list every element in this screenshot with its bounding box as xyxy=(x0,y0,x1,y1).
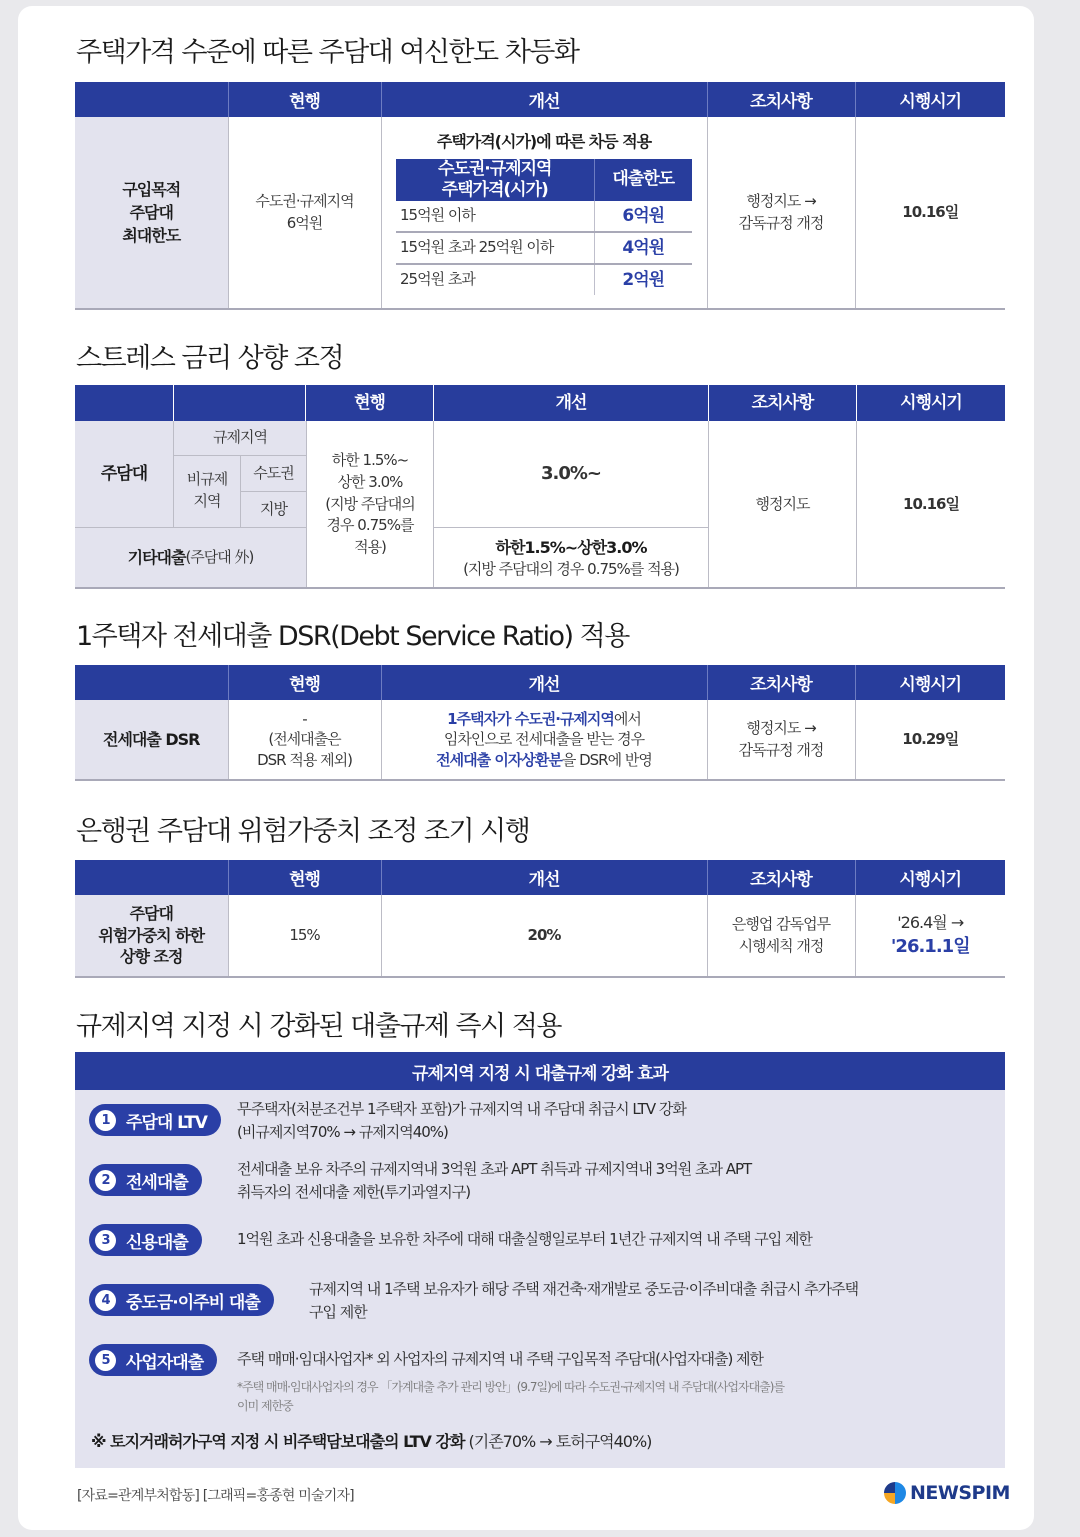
section4-table xyxy=(75,860,1005,978)
section2-title: 스트레스 금리 상향 조정 xyxy=(76,343,344,374)
item-label: 주담대 LTV xyxy=(126,1112,207,1133)
grid-line xyxy=(173,455,306,456)
s5-box-head: 규제지역 지정 시 대출규제 강화 효과 xyxy=(75,1052,1005,1090)
item-label: 신용대출 xyxy=(126,1232,188,1253)
s3-date: 10.29일 xyxy=(855,700,1005,780)
number-icon: 1 xyxy=(95,1110,116,1131)
s2-local: 지방 xyxy=(260,499,287,518)
item-label: 중도금·이주비 대출 xyxy=(126,1292,260,1313)
item-desc: 전세대출 보유 차주의 규제지역내 3억원 초과 APT 취득과 규제지역내 3억원 초과 APT 취득자의 전세대출 제한(투기과열지구) xyxy=(237,1160,752,1201)
s3-row-head: 전세대출 DSR xyxy=(75,700,228,780)
header-current: 현행 xyxy=(228,665,381,700)
s1-row-head: 구입목적 주담대 최대한도 xyxy=(75,117,228,309)
source-credit: [자료=관계부처합동] [그래픽=홍종현 미술기자] xyxy=(77,1488,354,1504)
item-desc: 1억원 초과 신용대출을 보유한 차주에 대해 대출실행일로부터 1년간 규제지역 내 주택 구입 제한 xyxy=(237,1230,812,1248)
s4-improved: 20% xyxy=(381,895,707,977)
s2-current: 하한 1.5%~ 상한 3.0% (지방 주담대의 경우 0.75%를 적용) xyxy=(325,451,415,557)
s2-other-row xyxy=(75,528,306,588)
header-action: 조치사항 xyxy=(707,82,855,117)
grid-line xyxy=(75,587,1005,589)
s2-nonreg: 비규제 지역 xyxy=(186,470,228,510)
header-blank xyxy=(75,385,173,421)
s3-improved-2: 에서 xyxy=(613,710,641,729)
s2-date: 10.16일 xyxy=(903,494,959,513)
item-label: 사업자대출 xyxy=(126,1352,204,1373)
s3-improved-4: 전세대출 이자상환분 xyxy=(436,750,562,769)
s2-other-sub: (주담대 外) xyxy=(185,548,254,567)
s1-inner-table xyxy=(396,159,692,296)
s2-other: 기타대출 xyxy=(127,548,186,568)
header-improved: 개선 xyxy=(434,385,708,421)
s2-improved-bottom-main: 하한1.5%~상한3.0% xyxy=(495,537,647,557)
s5-bottom-note xyxy=(91,1430,651,1454)
s2-capital: 수도권 xyxy=(253,463,294,482)
s2-action: 행정지도 xyxy=(755,494,810,513)
s1-action: 행정지도 → 감독규정 개정 xyxy=(707,117,855,309)
s5-note: *주택 매매·임대사업자의 경우 「가계대출 추가 관리 방안」(9.7일)에 따라 수도권·규제지역 내 주담대(사업자대출)를 이미 제한중 xyxy=(237,1380,785,1414)
header-action: 조치사항 xyxy=(707,665,855,700)
s2-improved-bottom xyxy=(434,528,708,588)
s3-current: - (전세대출은 DSR 적용 제외) xyxy=(228,700,381,780)
item-pill-jeonse xyxy=(89,1164,202,1196)
header-blank xyxy=(174,385,305,421)
s1-limit: 2억원 xyxy=(594,264,692,295)
header-current: 현행 xyxy=(228,82,381,117)
s3-improved-3: 임차인으로 전세대출을 받는 경우 xyxy=(443,730,645,749)
number-icon: 3 xyxy=(95,1230,116,1251)
s1-inner-head-price: 수도권·규제지역 주택가격(시가) xyxy=(396,159,594,202)
header-improved: 개선 xyxy=(381,665,707,700)
s5-bottom-bold: ※ 토지거래허가구역 지정 시 비주택담보대출의 LTV 강화 xyxy=(91,1432,465,1451)
header-action: 조치사항 xyxy=(707,860,855,895)
s4-action: 은행업 감독업무 시행세칙 개정 xyxy=(707,895,855,977)
s2-reg: 규제지역 xyxy=(213,428,267,447)
logo-text: NEWSPIM xyxy=(910,1482,1010,1504)
s1-sub-title: 주택가격(시가)에 따른 차등 적용 xyxy=(436,131,652,151)
section4-title: 은행권 주담대 위험가중치 조정 조기 시행 xyxy=(76,816,530,847)
s1-limit: 4억원 xyxy=(594,232,692,264)
s4-date xyxy=(855,895,1005,977)
s2-improved-top: 3.0%~ xyxy=(540,462,601,484)
s1-price: 25억원 초과 xyxy=(400,270,475,289)
header-date: 시행시기 xyxy=(855,665,1005,700)
item-desc: 규제지역 내 1주택 보유자가 해당 주택 재건축·재개발로 중도금·이주비대출 취급시 추가주택 구입 제한 xyxy=(309,1280,859,1321)
grid-line xyxy=(173,421,174,527)
grid-line xyxy=(75,527,306,528)
header-date: 시행시기 xyxy=(857,385,1005,421)
section1-title: 주택가격 수준에 따른 주담대 여신한도 차등화 xyxy=(76,37,579,68)
grid-line xyxy=(306,421,307,588)
header-improved: 개선 xyxy=(381,860,707,895)
grid-line xyxy=(856,421,857,588)
number-icon: 2 xyxy=(95,1170,116,1191)
s1-limit: 6억원 xyxy=(594,201,692,232)
section1-table xyxy=(75,82,1005,310)
item-pill-ltv xyxy=(89,1104,221,1136)
header-date: 시행시기 xyxy=(855,860,1005,895)
s4-date-to: '26.1.1일 xyxy=(890,936,970,958)
s1-price: 15억원 이하 xyxy=(396,201,594,232)
s4-row-head: 주담대 위험가중치 하한 상향 조정 xyxy=(75,895,228,977)
s1-price: 15억원 초과 25억원 이하 xyxy=(396,232,594,264)
number-icon: 4 xyxy=(95,1290,116,1311)
item-desc: 무주택자(처분조건부 1주택자 포함)가 규제지역 내 주담대 취급시 LTV 강화 (비규제지역70% → 규제지역40%) xyxy=(237,1100,686,1141)
s3-improved-1: 1주택자가 수도권·규제지역 xyxy=(447,710,614,729)
grid-line xyxy=(433,527,708,528)
s3-improved-5: 을 DSR에 반영 xyxy=(561,750,652,769)
newspim-logo xyxy=(884,1482,1010,1504)
grid-line xyxy=(708,421,709,588)
header-blank xyxy=(75,665,228,700)
s3-improved xyxy=(381,700,707,780)
grid-line xyxy=(433,421,434,588)
number-icon: 5 xyxy=(95,1350,116,1371)
s1-inner-head-limit: 대출한도 xyxy=(594,159,692,202)
header-blank xyxy=(75,82,228,117)
item-pill-business xyxy=(89,1344,217,1376)
s3-action: 행정지도 → 감독규정 개정 xyxy=(707,700,855,780)
header-current: 현행 xyxy=(306,385,433,421)
item-pill-credit xyxy=(89,1224,202,1256)
s4-date-from: '26.4월 → xyxy=(897,912,964,932)
section2-table xyxy=(75,385,1005,589)
section3-title: 1주택자 전세대출 DSR(Debt Service Ratio) 적용 xyxy=(76,621,629,652)
header-improved: 개선 xyxy=(381,82,707,117)
grid-line xyxy=(240,491,306,492)
header-blank xyxy=(75,860,228,895)
header-date: 시행시기 xyxy=(855,82,1005,117)
s4-current: 15% xyxy=(228,895,381,977)
header-current: 현행 xyxy=(228,860,381,895)
logo-icon xyxy=(884,1482,906,1504)
s1-improved xyxy=(381,117,707,309)
s1-date: 10.16일 xyxy=(855,117,1005,309)
section5-title: 규제지역 지정 시 강화된 대출규제 즉시 적용 xyxy=(76,1011,561,1042)
s5-bottom-rest: (기존70% → 토허구역40%) xyxy=(464,1432,652,1451)
section5-box xyxy=(75,1052,1005,1468)
item-label: 전세대출 xyxy=(126,1172,188,1193)
s2-improved-bottom-sub: (지방 주담대의 경우 0.75%를 적용) xyxy=(463,559,679,578)
item-pill-interim xyxy=(89,1284,274,1316)
header-action: 조치사항 xyxy=(709,385,856,421)
s1-current: 수도권·규제지역 6억원 xyxy=(228,117,381,309)
section3-table xyxy=(75,665,1005,781)
s2-loan: 주담대 xyxy=(100,463,148,484)
item-desc: 주택 매매·임대사업자* 외 사업자의 규제지역 내 주택 구입목적 주담대(사업자대출) 제한 xyxy=(237,1350,764,1368)
